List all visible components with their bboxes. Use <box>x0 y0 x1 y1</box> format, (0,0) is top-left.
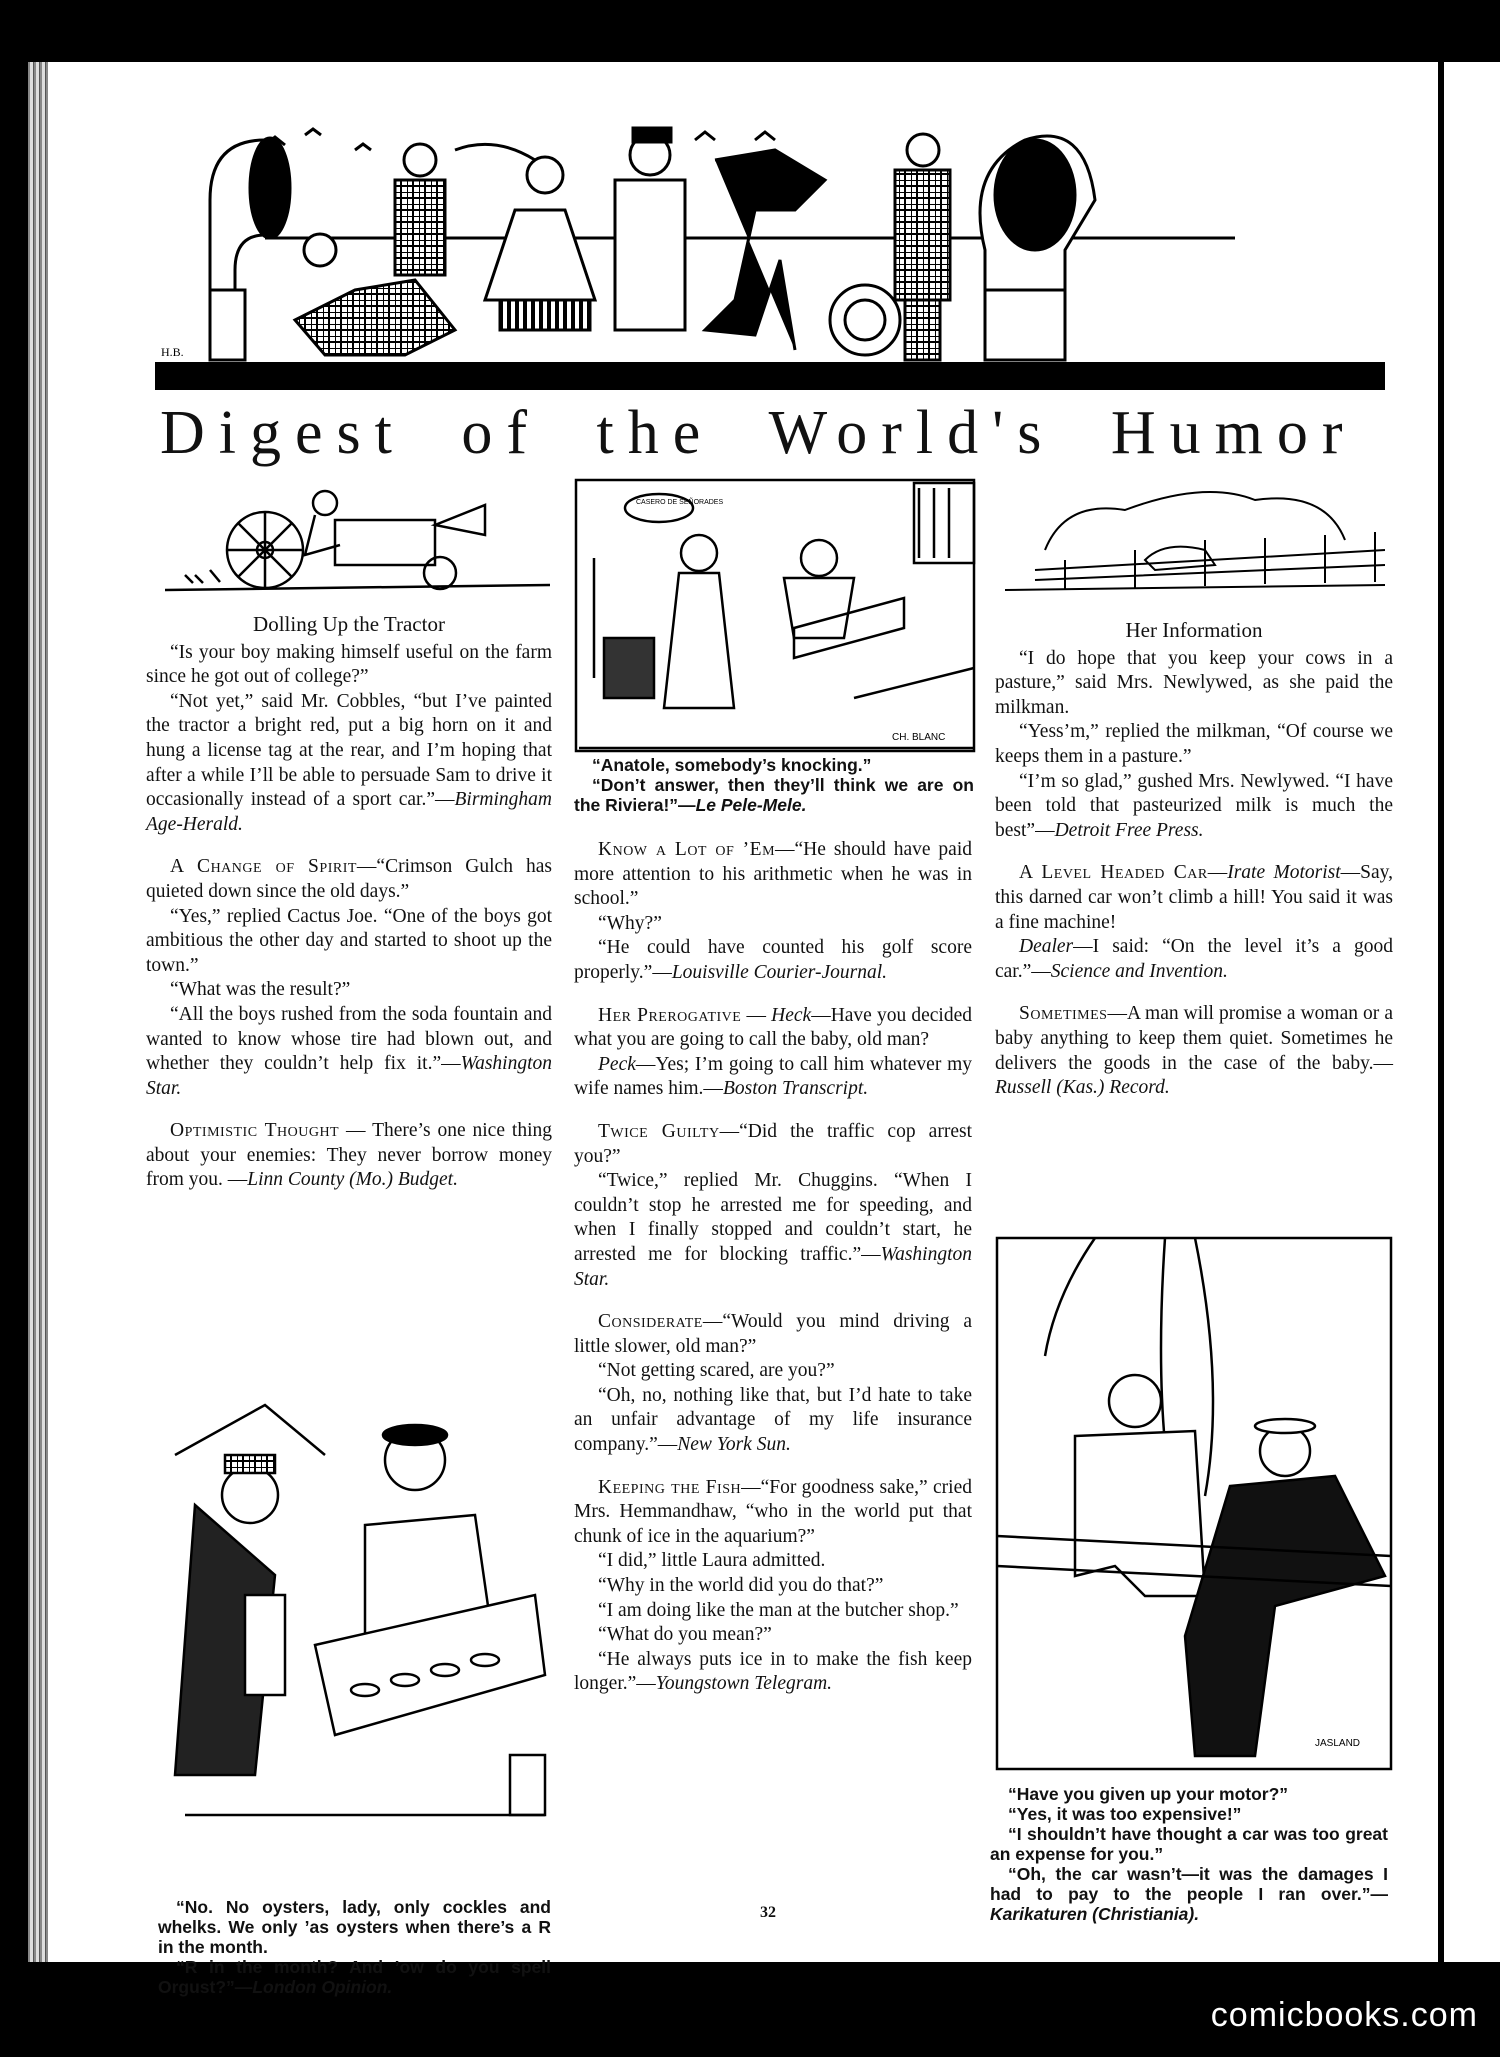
source-credit: Karikaturen (Christiania). <box>990 1904 1200 1924</box>
paragraph: A Level Headed Car—Irate Motorist—Say, this darned car won’t climb a hill! You said it was a fine machine! <box>995 862 1393 933</box>
paragraph: “I do hope that you keep your cows in a pasture,” said Mrs. Newlywed, as she paid the milkman. <box>995 647 1393 718</box>
paragraph: “Yes,” replied Cactus Joe. “One of the boys got ambitious the other day and started to shoot up the town.” <box>146 905 552 976</box>
source-credit: Science and Invention. <box>1050 960 1228 982</box>
source-credit: Russell (Kas.) Record. <box>995 1077 1170 1099</box>
deck-ground <box>155 362 1385 390</box>
source-credit: Washington Star. <box>146 1053 552 1099</box>
paragraph: Dealer—I said: “On the level it’s a good car.”—Science and Invention. <box>995 936 1393 982</box>
page-title: Digest of the World's Humor <box>160 399 1357 467</box>
paragraph: Know a Lot of ’Em—“He should have paid more attention to his arithmetic when he was in school.” <box>574 839 972 910</box>
paragraph: “He could have counted his golf score properly.”—Louisville Courier-Journal. <box>574 937 972 983</box>
source-credit: Youngstown Telegram. <box>655 1673 833 1695</box>
paragraph: “Yess’m,” replied the milkman, “Of course we keeps them in a pasture.” <box>995 721 1393 767</box>
paragraph: “Oh, no, nothing like that, but I’d hate to take an unfair advantage of my life insurance company.”—New York Sun. <box>574 1384 972 1456</box>
paragraph: “Why?” <box>598 912 662 934</box>
source-credit: Washington Star. <box>574 1243 972 1290</box>
paragraph: “I’m so glad,” gushed Mrs. Newlywed. “I have been told that pasteurized milk is much the best”—Detroit Free Press. <box>995 770 1393 841</box>
watermark: comicbooks.com <box>1210 1996 1478 2034</box>
source-credit: Louisville Courier-Journal. <box>671 961 888 983</box>
source-credit: New York Sun. <box>677 1434 791 1456</box>
paragraph: Twice Guilty—“Did the traffic cop arrest you?” <box>574 1120 972 1167</box>
section-heading: Keeping the Fish <box>598 1476 742 1498</box>
paragraph: Sometimes—A man will promise a woman or a baby anything to keep them quiet. Sometimes he delivers the goods in the case of the baby.—Russell (Kas.) Record. <box>995 1003 1393 1099</box>
section-heading: Considerate <box>598 1311 703 1333</box>
book-binding <box>28 62 50 1962</box>
caption-line: “Don’t answer, then they’ll think we are on the Riviera!”—Le Pele-Mele. <box>574 775 974 815</box>
caption-line: “Yes, it was too expensive!” <box>1008 1804 1242 1824</box>
source-credit: London Opinion. <box>252 1977 393 1997</box>
paragraph: “I did,” little Laura admitted. <box>598 1550 826 1572</box>
source-credit: Boston Transcript. <box>722 1078 869 1100</box>
caption-line: “Anatole, somebody’s knocking.” <box>592 755 872 775</box>
banner-signature: H.B. <box>161 345 184 359</box>
section-heading: Optimistic Thought <box>170 1120 340 1142</box>
source-credit: Linn County (Mo.) Budget. <box>247 1169 458 1191</box>
column-2 <box>574 838 972 1697</box>
source-credit: Detroit Free Press. <box>1054 819 1204 841</box>
paragraph: “What do you mean?” <box>598 1624 772 1646</box>
caption-line: “Oh, the car wasn’t—it was the damages I had to pay to the people I ran over.”—Karikaturen (Christiania). <box>990 1864 1388 1924</box>
column-3 <box>995 618 1393 1101</box>
section-heading: A Change of Spirit <box>170 856 357 878</box>
paragraph: A Change of Spirit—“Crimson Gulch has quieted down since the old days.” <box>146 856 553 902</box>
paragraph: “Not yet,” said Mr. Cobbles, “but I’ve painted the tractor a bright red, put a big horn on it and hung a license tag at the rear, and I’m hoping that after a while I’ll be able to persuade Sam to drive it occasionally instead of a sport car.”—Birmingham Age-Herald. <box>146 690 552 835</box>
caption-line: “Have you given up your motor?” <box>1008 1784 1289 1804</box>
paragraph: “All the boys rushed from the soda fountain and wanted to know whose tire had blown out, and whether they couldn’t help fix it.”—Washington Star. <box>146 1003 552 1099</box>
paragraph: “I am doing like the man at the butcher shop.” <box>598 1599 959 1621</box>
article-title: Dolling Up the Tractor <box>253 612 445 636</box>
paragraph: “Not getting scared, are you?” <box>598 1360 835 1382</box>
anatole-caption <box>574 755 974 815</box>
article-title: Her Information <box>1125 618 1263 642</box>
oyster-vendor-illustration <box>165 1395 550 1885</box>
paragraph: “What was the result?” <box>170 979 351 1001</box>
paragraph: “Twice,” replied Mr. Chuggins. “When I couldn’t stop he arrested me for speeding, and when I finally stopped and couldn’t start, he arrested me for blocking traffic.”—Washington Star. <box>574 1170 972 1290</box>
paragraph: Peck—Yes; I’m going to call him whatever my wife names him.—Boston Transcript. <box>574 1053 972 1100</box>
column-1 <box>146 612 552 1193</box>
facing-page-edge <box>1444 62 1500 1962</box>
section-heading: Sometimes <box>1019 1003 1108 1025</box>
motor-caption <box>990 1784 1388 1924</box>
tractor-illustration <box>165 475 550 605</box>
source-credit: Birmingham Age-Herald. <box>146 789 552 835</box>
caption-line: “I shouldn’t have thought a car was too great an expense for you.” <box>990 1824 1388 1864</box>
paragraph: Considerate—“Would you mind driving a little slower, old man?” <box>574 1311 972 1357</box>
source-credit: Le Pele-Mele. <box>695 795 807 815</box>
paragraph: “Why in the world did you do that?” <box>598 1575 884 1597</box>
section-heading: Know a Lot of ’Em <box>598 839 776 860</box>
cartoon-sign: CASERO DE SEÑORADES <box>636 499 724 506</box>
paragraph: “Is your boy making himself useful on the farm since he got out of college?” <box>146 641 552 688</box>
paragraph: Optimistic Thought — There’s one nice thing about your enemies: They never borrow money from you. —Linn County (Mo.) Budget. <box>146 1120 552 1191</box>
section-heading: A Level Headed Car <box>1019 862 1208 884</box>
cartoon-signature: CH. BLANC <box>892 732 946 743</box>
oyster-caption <box>158 1897 551 1997</box>
ship-deck-banner-illustration <box>155 120 1385 390</box>
illustration-signature: JASLAND <box>1315 1738 1361 1749</box>
kitchen-cartoon-illustration <box>574 478 976 753</box>
page-number: 32 <box>760 1904 776 1921</box>
two-men-bench-illustration <box>995 1236 1393 1771</box>
caption-line: “No. No oysters, lady, only cockles and whelks. We only ’as oysters when there’s a R in the month. <box>158 1897 551 1957</box>
paragraph: “He always puts ice in to make the fish keep longer.”—Youngstown Telegram. <box>574 1648 972 1695</box>
caption-line: “R in the month? And ’ow do you spell Orgust?”—London Opinion. <box>158 1957 551 1997</box>
paragraph: Keeping the Fish—“For goodness sake,” cried Mrs. Hemmandhaw, “who in the world put that chunk of ice in the aquarium?” <box>574 1476 972 1547</box>
pasture-fence-illustration <box>1005 480 1385 605</box>
section-heading: Her Prerogative <box>598 1004 742 1026</box>
section-heading: Twice Guilty <box>598 1120 720 1142</box>
paragraph: Her Prerogative — Heck—Have you decided what you are going to call the baby, old man? <box>574 1004 972 1051</box>
